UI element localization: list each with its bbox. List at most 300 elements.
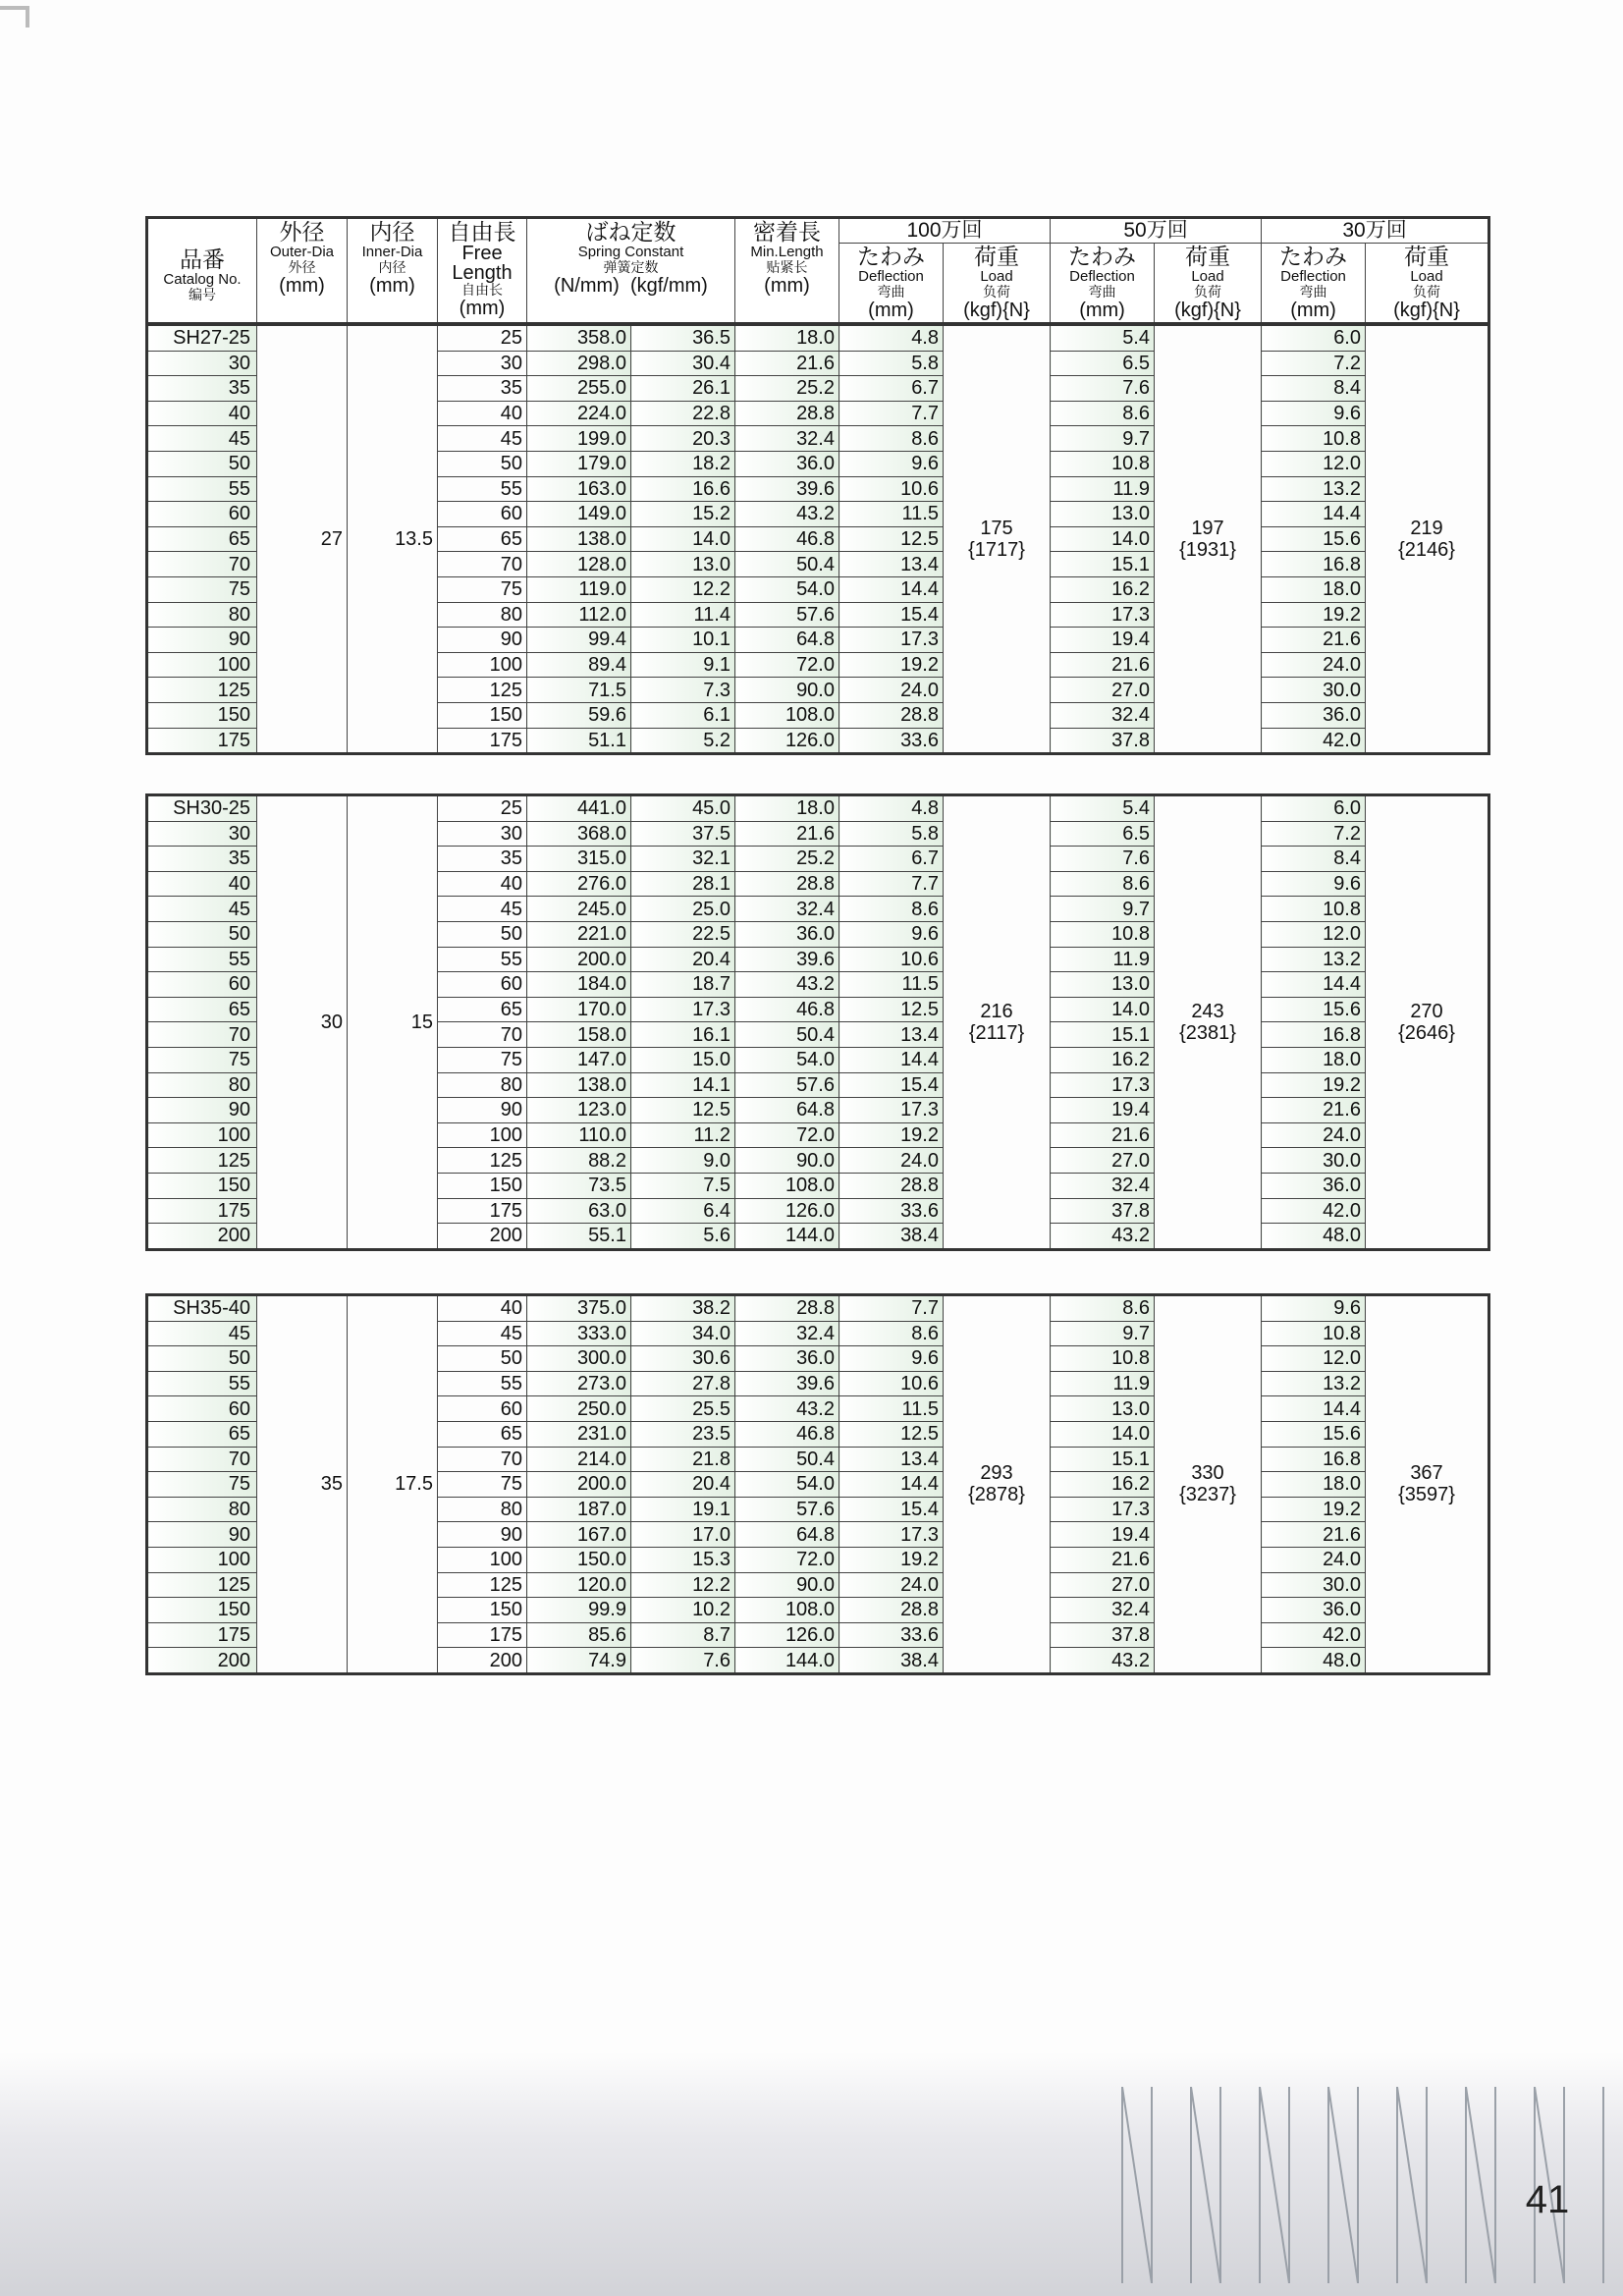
spring-constant-n-cell: 110.0: [527, 1122, 631, 1148]
deflection-50-cell: 32.4: [1051, 702, 1155, 728]
spring-constant-kgf-cell: 22.5: [631, 921, 735, 947]
header-life-50: 50万回: [1051, 218, 1262, 244]
spec-table-sh27: [145, 323, 1490, 755]
min-length-cell: 90.0: [735, 678, 839, 703]
deflection-100-cell: 10.6: [839, 476, 944, 502]
spring-constant-kgf-cell: 14.1: [631, 1072, 735, 1098]
deflection-50-cell: 32.4: [1051, 1173, 1155, 1198]
deflection-100-cell: 24.0: [839, 1572, 944, 1598]
header-load-jp: 荷重: [1404, 244, 1450, 269]
deflection-100-cell: 38.4: [839, 1224, 944, 1250]
min-length-cell: 39.6: [735, 476, 839, 502]
min-length-cell: 21.6: [735, 351, 839, 376]
header-deflection-unit: (mm): [868, 300, 914, 321]
min-length-cell: 32.4: [735, 897, 839, 922]
free-length-cell: 25: [438, 795, 527, 822]
deflection-50-cell: 37.8: [1051, 1622, 1155, 1648]
header-outer-dia-cn: 外径: [288, 259, 316, 275]
min-length-cell: 126.0: [735, 1622, 839, 1648]
spring-constant-n-cell: 138.0: [527, 1072, 631, 1098]
deflection-50-cell: 37.8: [1051, 1198, 1155, 1224]
corner-crop-mark-vertical: [26, 6, 29, 27]
min-length-cell: 54.0: [735, 1047, 839, 1072]
spring-constant-n-cell: 73.5: [527, 1173, 631, 1198]
header-load-en: Load: [1191, 268, 1224, 285]
min-length-cell: 57.6: [735, 1072, 839, 1098]
deflection-50-cell: 15.1: [1051, 1022, 1155, 1048]
catalog-no-cell: 75: [147, 576, 257, 602]
spring-constant-n-cell: 149.0: [527, 502, 631, 527]
header-deflection-unit: (mm): [1079, 300, 1125, 321]
load-newton: {2878}: [968, 1484, 1025, 1506]
min-length-cell: 50.4: [735, 1022, 839, 1048]
header-inner-dia-unit: (mm): [369, 275, 415, 297]
min-length-cell: 54.0: [735, 1472, 839, 1498]
free-length-cell: 25: [438, 325, 527, 352]
spring-constant-kgf-cell: 18.7: [631, 972, 735, 998]
deflection-30-cell: 36.0: [1262, 1173, 1366, 1198]
spring-constant-n-cell: 138.0: [527, 526, 631, 552]
catalog-no-cell: 90: [147, 628, 257, 653]
table-row: [147, 325, 1489, 352]
spring-constant-n-cell: 150.0: [527, 1547, 631, 1572]
deflection-50-cell: 21.6: [1051, 652, 1155, 678]
min-length-cell: 36.0: [735, 921, 839, 947]
deflection-50-cell: 43.2: [1051, 1224, 1155, 1250]
free-length-cell: 125: [438, 1572, 527, 1598]
catalog-no-cell: 90: [147, 1098, 257, 1123]
header-deflection-cn: 弯曲: [1088, 284, 1116, 300]
catalog-no-cell: 50: [147, 451, 257, 476]
deflection-50-cell: 37.8: [1051, 728, 1155, 754]
load-newton: {1717}: [968, 539, 1025, 562]
catalog-no-cell: 80: [147, 1497, 257, 1522]
spring-constant-n-cell: 128.0: [527, 552, 631, 577]
deflection-30-cell: 24.0: [1262, 652, 1366, 678]
catalog-no-cell: 55: [147, 947, 257, 972]
catalog-no-cell: 30: [147, 351, 257, 376]
catalog-no-cell: 125: [147, 1148, 257, 1174]
header-load-unit: (kgf){N}: [963, 300, 1030, 321]
spring-constant-kgf-cell: 19.1: [631, 1497, 735, 1522]
min-length-cell: 36.0: [735, 1346, 839, 1372]
deflection-100-cell: 15.4: [839, 602, 944, 628]
header-load-unit: (kgf){N}: [1393, 300, 1460, 321]
free-length-cell: 40: [438, 401, 527, 426]
deflection-30-cell: 12.0: [1262, 921, 1366, 947]
header-catalog-jp: 品番: [180, 246, 225, 272]
free-length-cell: 175: [438, 1622, 527, 1648]
spring-constant-kgf-cell: 27.8: [631, 1371, 735, 1396]
min-length-cell: 64.8: [735, 1522, 839, 1548]
catalog-no-cell: 100: [147, 652, 257, 678]
deflection-100-cell: 8.6: [839, 1321, 944, 1346]
catalog-no-cell: SH30-25: [147, 795, 257, 822]
catalog-no-cell: 150: [147, 1173, 257, 1198]
catalog-no-cell: 200: [147, 1224, 257, 1250]
catalog-no-cell: 125: [147, 1572, 257, 1598]
load-newton: {3237}: [1179, 1484, 1236, 1506]
free-length-cell: 150: [438, 1173, 527, 1198]
load-cell-load100: [944, 1295, 1051, 1674]
spring-constant-kgf-cell: 20.4: [631, 947, 735, 972]
spring-constant-kgf-cell: 14.0: [631, 526, 735, 552]
spring-constant-kgf-cell: 45.0: [631, 795, 735, 822]
catalog-no-cell: 125: [147, 678, 257, 703]
spring-constant-n-cell: 273.0: [527, 1371, 631, 1396]
spring-constant-n-cell: 245.0: [527, 897, 631, 922]
deflection-30-cell: 21.6: [1262, 1098, 1366, 1123]
deflection-50-cell: 8.6: [1051, 871, 1155, 897]
deflection-100-cell: 33.6: [839, 1198, 944, 1224]
spring-constant-n-cell: 163.0: [527, 476, 631, 502]
deflection-100-cell: 33.6: [839, 1622, 944, 1648]
min-length-cell: 144.0: [735, 1648, 839, 1674]
deflection-30-cell: 6.0: [1262, 325, 1366, 352]
deflection-100-cell: 7.7: [839, 1295, 944, 1322]
deflection-50-cell: 10.8: [1051, 921, 1155, 947]
deflection-30-cell: 14.4: [1262, 972, 1366, 998]
free-length-cell: 80: [438, 1497, 527, 1522]
header-outer-dia-unit: (mm): [279, 275, 325, 297]
spring-constant-kgf-cell: 20.3: [631, 426, 735, 452]
spring-constant-kgf-cell: 34.0: [631, 1321, 735, 1346]
spec-table-sh30: [145, 793, 1490, 1251]
catalog-no-cell: 70: [147, 1447, 257, 1472]
spring-constant-kgf-cell: 5.6: [631, 1224, 735, 1250]
spring-constant-kgf-cell: 6.1: [631, 702, 735, 728]
free-length-cell: 60: [438, 1396, 527, 1422]
inner-dia-cell: 15: [348, 795, 438, 1250]
min-length-cell: 90.0: [735, 1148, 839, 1174]
free-length-cell: 65: [438, 526, 527, 552]
deflection-30-cell: 10.8: [1262, 426, 1366, 452]
free-length-cell: 75: [438, 1047, 527, 1072]
deflection-50-cell: 32.4: [1051, 1598, 1155, 1623]
deflection-30-cell: 9.6: [1262, 1295, 1366, 1322]
spring-constant-kgf-cell: 20.4: [631, 1472, 735, 1498]
load-cell-load100: [944, 795, 1051, 1250]
spring-constant-kgf-cell: 5.2: [631, 728, 735, 754]
free-length-cell: 150: [438, 702, 527, 728]
deflection-100-cell: 12.5: [839, 997, 944, 1022]
deflection-50-cell: 16.2: [1051, 1472, 1155, 1498]
header-catalog-cn: 编号: [189, 287, 216, 302]
header-load-unit: (kgf){N}: [1174, 300, 1241, 321]
deflection-30-cell: 19.2: [1262, 602, 1366, 628]
min-length-cell: 43.2: [735, 502, 839, 527]
deflection-100-cell: 4.8: [839, 795, 944, 822]
min-length-cell: 108.0: [735, 1598, 839, 1623]
outer-dia-cell: 27: [257, 325, 348, 754]
outer-dia-cell: 35: [257, 1295, 348, 1674]
deflection-30-cell: 9.6: [1262, 401, 1366, 426]
header-load-jp: 荷重: [974, 244, 1019, 269]
deflection-50-cell: 5.4: [1051, 325, 1155, 352]
catalog-no-cell: 100: [147, 1122, 257, 1148]
spring-constant-kgf-cell: 12.2: [631, 1572, 735, 1598]
spring-constant-kgf-cell: 25.5: [631, 1396, 735, 1422]
deflection-50-cell: 11.9: [1051, 476, 1155, 502]
header-spring-constant-cn: 弹簧定数: [603, 259, 659, 275]
min-length-cell: 46.8: [735, 997, 839, 1022]
deflection-100-cell: 5.8: [839, 351, 944, 376]
load-cell-load100: [944, 325, 1051, 754]
free-length-cell: 50: [438, 451, 527, 476]
deflection-30-cell: 10.8: [1262, 897, 1366, 922]
header-deflection-en: Deflection: [1280, 268, 1346, 285]
free-length-cell: 35: [438, 847, 527, 872]
deflection-50-cell: 7.6: [1051, 847, 1155, 872]
header-load-cn: 负荷: [1194, 284, 1222, 300]
deflection-100-cell: 17.3: [839, 628, 944, 653]
catalog-no-cell: 200: [147, 1648, 257, 1674]
deflection-30-cell: 18.0: [1262, 1472, 1366, 1498]
deflection-100-cell: 28.8: [839, 702, 944, 728]
free-length-cell: 40: [438, 871, 527, 897]
header-catalog-no: [147, 218, 257, 324]
catalog-no-cell: 175: [147, 728, 257, 754]
spring-constant-n-cell: 147.0: [527, 1047, 631, 1072]
min-length-cell: 21.6: [735, 821, 839, 847]
spring-constant-kgf-cell: 11.4: [631, 602, 735, 628]
header-deflection-unit: (mm): [1290, 300, 1336, 321]
header-load-30: [1366, 244, 1489, 324]
deflection-50-cell: 19.4: [1051, 1098, 1155, 1123]
free-length-cell: 175: [438, 728, 527, 754]
spring-constant-kgf-cell: 12.5: [631, 1098, 735, 1123]
spring-constant-n-cell: 224.0: [527, 401, 631, 426]
deflection-50-cell: 21.6: [1051, 1547, 1155, 1572]
header-deflection-en: Deflection: [858, 268, 924, 285]
spring-constant-kgf-cell: 37.5: [631, 821, 735, 847]
load-cell-load50: [1155, 1295, 1262, 1674]
catalog-no-cell: 50: [147, 921, 257, 947]
catalog-no-cell: 50: [147, 1346, 257, 1372]
free-length-cell: 75: [438, 576, 527, 602]
min-length-cell: 28.8: [735, 401, 839, 426]
deflection-50-cell: 17.3: [1051, 1497, 1155, 1522]
deflection-100-cell: 13.4: [839, 1022, 944, 1048]
header-spring-constant-units: [529, 275, 732, 297]
min-length-cell: 25.2: [735, 847, 839, 872]
header-free-length-unit: (mm): [459, 298, 506, 319]
header-outer-dia-jp: 外径: [279, 219, 325, 245]
free-length-cell: 100: [438, 1122, 527, 1148]
spring-constant-kgf-cell: 15.3: [631, 1547, 735, 1572]
spring-constant-kgf-cell: 17.3: [631, 997, 735, 1022]
header-deflection-30: [1262, 244, 1366, 324]
free-length-cell: 30: [438, 821, 527, 847]
catalog-no-cell: 45: [147, 1321, 257, 1346]
header-min-length-en: Min.Length: [750, 244, 824, 260]
deflection-30-cell: 8.4: [1262, 376, 1366, 402]
catalog-no-cell: 60: [147, 1396, 257, 1422]
spring-constant-kgf-cell: 8.7: [631, 1622, 735, 1648]
header-load-100: [944, 244, 1051, 324]
deflection-50-cell: 6.5: [1051, 821, 1155, 847]
header-deflection-50: [1051, 244, 1155, 324]
deflection-100-cell: 4.8: [839, 325, 944, 352]
min-length-cell: 72.0: [735, 1122, 839, 1148]
deflection-30-cell: 30.0: [1262, 1572, 1366, 1598]
spring-constant-n-cell: 123.0: [527, 1098, 631, 1123]
min-length-cell: 64.8: [735, 628, 839, 653]
catalog-no-cell: 45: [147, 897, 257, 922]
min-length-cell: 144.0: [735, 1224, 839, 1250]
deflection-100-cell: 15.4: [839, 1497, 944, 1522]
deflection-50-cell: 17.3: [1051, 602, 1155, 628]
deflection-30-cell: 8.4: [1262, 847, 1366, 872]
min-length-cell: 28.8: [735, 1295, 839, 1322]
catalog-no-cell: SH35-40: [147, 1295, 257, 1322]
spring-constant-kgf-cell: 10.2: [631, 1598, 735, 1623]
free-length-cell: 80: [438, 1072, 527, 1098]
header-life-100: 100万回: [839, 218, 1051, 244]
deflection-50-cell: 13.0: [1051, 972, 1155, 998]
spring-constant-n-cell: 167.0: [527, 1522, 631, 1548]
min-length-cell: 108.0: [735, 1173, 839, 1198]
load-cell-load50: [1155, 325, 1262, 754]
load-newton: {2381}: [1179, 1021, 1236, 1044]
free-length-cell: 200: [438, 1648, 527, 1674]
spring-constant-n-cell: 300.0: [527, 1346, 631, 1372]
deflection-30-cell: 48.0: [1262, 1648, 1366, 1674]
catalog-no-cell: 70: [147, 552, 257, 577]
spring-constant-kgf-cell: 30.4: [631, 351, 735, 376]
min-length-cell: 108.0: [735, 702, 839, 728]
spec-table-sh35: [145, 1293, 1490, 1675]
header-load-cn: 负荷: [1413, 284, 1441, 300]
deflection-100-cell: 14.4: [839, 1472, 944, 1498]
deflection-100-cell: 12.5: [839, 1421, 944, 1447]
free-length-cell: 40: [438, 1295, 527, 1322]
header-load-jp: 荷重: [1185, 244, 1231, 269]
deflection-50-cell: 8.6: [1051, 1295, 1155, 1322]
deflection-30-cell: 36.0: [1262, 702, 1366, 728]
spring-constant-n-cell: 276.0: [527, 871, 631, 897]
min-length-cell: 50.4: [735, 1447, 839, 1472]
load-kgf: 330: [1191, 1462, 1224, 1485]
load-cell-load30: [1366, 1295, 1489, 1674]
free-length-cell: 150: [438, 1598, 527, 1623]
deflection-50-cell: 16.2: [1051, 576, 1155, 602]
catalog-no-cell: 150: [147, 1598, 257, 1623]
header-min-length-cn: 贴紧长: [766, 259, 808, 275]
deflection-30-cell: 42.0: [1262, 1198, 1366, 1224]
deflection-50-cell: 9.7: [1051, 426, 1155, 452]
deflection-100-cell: 7.7: [839, 871, 944, 897]
min-length-cell: 43.2: [735, 1396, 839, 1422]
deflection-100-cell: 11.5: [839, 1396, 944, 1422]
deflection-100-cell: 28.8: [839, 1173, 944, 1198]
free-length-cell: 60: [438, 972, 527, 998]
deflection-100-cell: 19.2: [839, 652, 944, 678]
catalog-no-cell: 55: [147, 1371, 257, 1396]
load-kgf: 243: [1191, 1000, 1224, 1022]
deflection-30-cell: 14.4: [1262, 1396, 1366, 1422]
deflection-50-cell: 16.2: [1051, 1047, 1155, 1072]
deflection-50-cell: 17.3: [1051, 1072, 1155, 1098]
spring-constant-kgf-cell: 16.1: [631, 1022, 735, 1048]
deflection-50-cell: 5.4: [1051, 795, 1155, 822]
load-kgf: 197: [1191, 518, 1224, 540]
min-length-cell: 25.2: [735, 376, 839, 402]
spring-constant-kgf-cell: 36.5: [631, 325, 735, 352]
free-length-cell: 65: [438, 997, 527, 1022]
load-kgf: 219: [1410, 518, 1443, 540]
spring-constant-kgf-cell: 22.8: [631, 401, 735, 426]
deflection-50-cell: 14.0: [1051, 997, 1155, 1022]
deflection-50-cell: 10.8: [1051, 451, 1155, 476]
free-length-cell: 70: [438, 1447, 527, 1472]
spring-constant-n-cell: 51.1: [527, 728, 631, 754]
free-length-cell: 70: [438, 1022, 527, 1048]
catalog-no-cell: 65: [147, 526, 257, 552]
load-newton: {1931}: [1179, 539, 1236, 562]
deflection-50-cell: 13.0: [1051, 1396, 1155, 1422]
catalog-no-cell: 80: [147, 602, 257, 628]
min-length-cell: 36.0: [735, 451, 839, 476]
deflection-100-cell: 7.7: [839, 401, 944, 426]
page-number: 41: [1525, 2178, 1570, 2221]
deflection-50-cell: 21.6: [1051, 1122, 1155, 1148]
free-length-cell: 125: [438, 1148, 527, 1174]
spring-constant-n-cell: 200.0: [527, 947, 631, 972]
deflection-30-cell: 21.6: [1262, 1522, 1366, 1548]
min-length-cell: 28.8: [735, 871, 839, 897]
min-length-cell: 18.0: [735, 795, 839, 822]
spring-constant-n-cell: 187.0: [527, 1497, 631, 1522]
spring-constant-n-cell: 63.0: [527, 1198, 631, 1224]
deflection-30-cell: 13.2: [1262, 947, 1366, 972]
spring-constant-kgf-cell: 7.5: [631, 1173, 735, 1198]
header-deflection-cn: 弯曲: [1299, 284, 1327, 300]
spring-constant-n-cell: 112.0: [527, 602, 631, 628]
deflection-30-cell: 19.2: [1262, 1497, 1366, 1522]
deflection-100-cell: 17.3: [839, 1522, 944, 1548]
catalog-no-cell: SH27-25: [147, 325, 257, 352]
min-length-cell: 46.8: [735, 1421, 839, 1447]
spring-constant-n-cell: 119.0: [527, 576, 631, 602]
deflection-100-cell: 17.3: [839, 1098, 944, 1123]
catalog-no-cell: 30: [147, 821, 257, 847]
spring-constant-kgf-cell: 30.6: [631, 1346, 735, 1372]
min-length-cell: 126.0: [735, 728, 839, 754]
deflection-100-cell: 24.0: [839, 678, 944, 703]
spring-constant-kgf-cell: 18.2: [631, 451, 735, 476]
free-length-cell: 45: [438, 1321, 527, 1346]
deflection-50-cell: 11.9: [1051, 947, 1155, 972]
header-free-length: [438, 218, 527, 324]
header-free-length-en2: Length: [452, 262, 513, 284]
header-min-length: [735, 218, 839, 324]
header-free-length-jp: 自由長: [448, 219, 516, 245]
header-deflection-jp: たわみ: [1068, 244, 1137, 269]
free-length-cell: 55: [438, 947, 527, 972]
free-length-cell: 55: [438, 1371, 527, 1396]
spring-constant-kgf-cell: 21.8: [631, 1447, 735, 1472]
min-length-cell: 39.6: [735, 947, 839, 972]
header-deflection-jp: たわみ: [1279, 244, 1348, 269]
catalog-no-cell: 40: [147, 401, 257, 426]
deflection-30-cell: 21.6: [1262, 628, 1366, 653]
deflection-30-cell: 13.2: [1262, 476, 1366, 502]
min-length-cell: 126.0: [735, 1198, 839, 1224]
catalog-no-cell: 150: [147, 702, 257, 728]
min-length-cell: 46.8: [735, 526, 839, 552]
deflection-30-cell: 36.0: [1262, 1598, 1366, 1623]
